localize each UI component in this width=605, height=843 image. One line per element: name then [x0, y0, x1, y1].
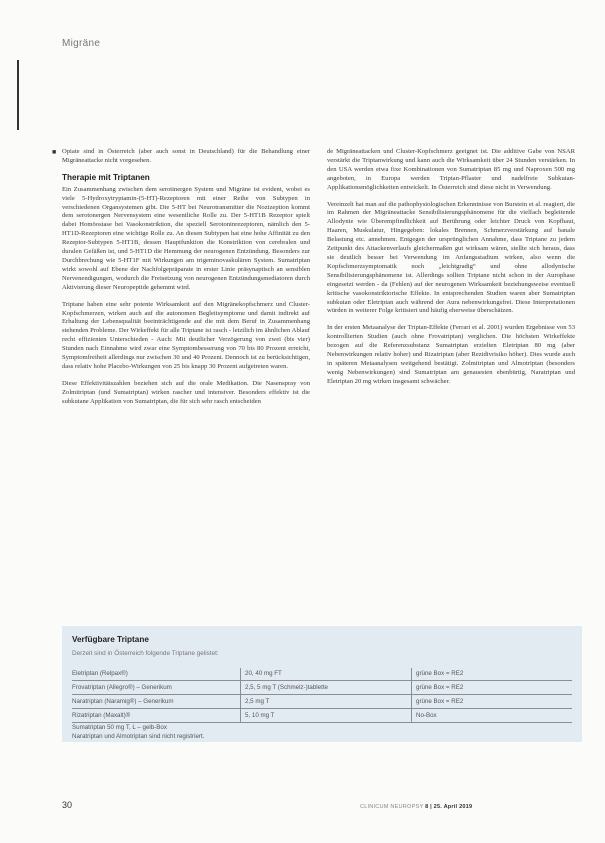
drug-box: grüne Box = RE2 [416, 698, 464, 705]
column-divider [240, 668, 241, 722]
section-label: Migräne [62, 38, 101, 49]
column-divider [411, 668, 412, 722]
divider [72, 722, 572, 723]
drug-name: Rizatriptan (Maxalt)® [72, 712, 131, 719]
drug-box: grüne Box = RE2 [416, 670, 464, 677]
right-paragraph-3: In der ersten Metaanalyse der Triptan-Effekte (Ferrari et al. 2001) wurden Ergebnisse von 53 kontrollierten Studien (auch ohne Frovatriptan) verglichen. Die höchsten Wirkeffekte bezogen auf die Referenzsubstanz Sumatriptan erzielten Eletriptan 80 mg (aber Nebenwirkungen relativ hoher) und Rizatriptan (aber Rezidivrisiko höher). Dies wurde auch in späteren Metaanalysen weitgehend bestätigt. Zolmitriptan und Almotriptan (besonders wenig Nebenwirkungen) sind Sumatriptan am genauesten ebenbürtig, Naratriptan und Eletriptan 20 mg wirken insgesamt schwächer. [327, 324, 575, 385]
drug-dose: 5, 10 mg T [245, 712, 275, 719]
bullet-icon: ■ [52, 148, 57, 156]
table-row [62, 696, 582, 708]
divider [72, 708, 572, 709]
table-row [62, 710, 582, 722]
left-paragraph-3: Diese Effektivitätszahlen beziehen sich auf die orale Medikation. Die Nasenspray von Zolmitriptan (und Sumatriptan) wirken rascher und intensiver. Besonders effektiv ist die subkutane Applikation von Sumatriptan, die für sich sehr rasch entscheiden [62, 379, 310, 405]
journal-name: CLINICUM NEUROPSY [360, 804, 424, 810]
drug-box: No-Box [416, 712, 437, 719]
left-column [52, 148, 310, 415]
right-column [327, 148, 575, 395]
table-row [62, 682, 582, 694]
subheading: Therapie mit Triptanen [62, 172, 150, 182]
page-number: 30 [62, 800, 73, 810]
box-footnote-2: Naratriptan und Almotriptan sind nicht registriert. [72, 733, 205, 740]
left-paragraph-1: Ein Zusammenhang zwischen dem serotinergen System und Migräne ist evident, wobei es viele 5-Hydroxytryptamin-(5-HT)-Rezeptoren mit einer Reihe von Subtypen in verschiedenen Organsystemen gibt. Die 5-HT bei Neurotransmitter die Nozizeption kommt dem serotonergen Nervensystem eine wesentliche Rolle zu. Der 5-HT1B Rezeptor spielt dabei Homöostase bei Vasokonstriktion, die speziell Serotoninrezeptoren, nämlich den 5-HT1D-Rezeptoren eine wichtige Rolle zu. An diesen Subtypen hat eine hohe Affinität zu den Rezeptor-Subtypen 5-HT1B, dessen Hauptfunktion die Konstriktion von cerebralen und duralen Gefäßen ist, und 5-HT1D die Hemmung der neurogenen Entzündung. Besonders zur Durchbrechung wie 5-HT1F mit Wirkungen am trigeminovaskulären System. Sumatriptan wirkt sowohl auf Ebene der Nachfolgepräparate in erster Linie präsynaptisch an sensiblen Nervenendigungen, wodurch die Freisetzung von neurogenen Entzündungsmediatoren durch Aktivierung dieser Neuropeptide gehemmt wird. [62, 185, 310, 291]
box-intro: Derzeit sind in Österreich folgende Triptane gelistet: [72, 650, 219, 657]
journal-footer [360, 804, 472, 810]
journal-issue: 8 | 25. April 2019 [425, 804, 473, 810]
box-footnote-1: Sumatriptan 50 mg T, L – gelb-Box [72, 724, 167, 731]
drug-name: Naratriptan (Naramig®) – Generikum [72, 698, 174, 705]
drug-dose: 2,5, 5 mg T (Schmelz-)tablette [245, 684, 328, 691]
right-paragraph-2: Vereinzelt hat man auf die pathophysiologischen Erkenntnisse von Burstein et al. reagiert, die im Rahmen der Migräneattacke Sensibilisierungsphänomene für die vielfach begleitende Allodynie wie Überempfindlichkeit auf Berührung oder leichter Druck von Kopfhaut, Haaren, Muskulatur, Hingegeben: lokales Brennen, Schmerzverstärkung auf banale Belastung etc. annehmen. Entgegen der ursprünglichen Annahme, dass Triptane zu jedem Zeitpunkt des Attackenverlaufs gleichermaßen gut wirksam wären, stellte sich heraus, dass sie deutlich besser bei Verwendung im Anfangsstadium wirken, also wenn die Kopfschmerzsymptomatik noch „leichtgradig“ und ohne allodynische Sensibilisierungsphänomene ist. Allerdings sollten Triptane nicht schon in der Aurophase eingesetzt werden - da (Fehlen) auf der neurogenen Wirksamkeit beziehungsweise eventuell kritische vasokonstriktorische Effekte. In entsprechenden Studien waren aber Sumatriptan subkutan oder Eletriptan auch während der Aura nebenwirkungsfrei. Diese Interpretationen würden in weiterer Folge kritisiert und häufig eherweise überschätzen. [327, 200, 575, 315]
drug-dose: 2,5 mg T [245, 698, 270, 705]
bullet-paragraph [52, 148, 310, 166]
divider [72, 680, 572, 681]
drug-name: Frovatriptan (Allegro®) – Generikum [72, 684, 172, 691]
drug-box: grüne Box = RE2 [416, 684, 464, 691]
bullet-text: Opiate sind in Österreich (aber auch sonst in Deutschland) für die Behandlung einer Migräneattacke nicht vorgesehen. [62, 148, 310, 164]
table-row [62, 668, 582, 680]
left-paragraph-2: Triptane haben eine sehr potente Wirksamkeit auf den Migränekopfschmerz und Cluster-Kopfschmerzen, wirken auch auf die autonomen Begleitsymptome und damit indirekt auf Erhaltung der Lebensqualität beeinträchtigende auf die mit dem Beruf in Zusammenhang stehenden Probleme. Der Wirkeffekt für alle Triptane ist rasch - letztlich im ähnlichen Ablauf recht effizienten Unterschieden - Auch: Mit deutlicher Verzögerung von zwei (bis vier) Stunden nach Einnahme wird zwar eine Symptombesserung von 70 bis 80 Prozent erreicht, Symptomfreiheit allerdings nur zwischen 30 und 40 Prozent. Dennoch ist zu berücksichtigen, dass relativ hohe Placebo-Wirkungen von 25 bis knapp 30 Prozent aufgetreten waren. [62, 300, 310, 370]
drug-dose: 20, 40 mg FT [245, 670, 282, 677]
box-title: Verfügbare Triptane [72, 635, 149, 644]
drug-name: Eletriptan (Relpax®) [72, 670, 128, 677]
divider [72, 694, 572, 695]
right-paragraph-1: de Migräneattacken und Cluster-Kopfschmerz geeignet ist. Die additive Gabe von NSAR verstärkt die Triptanwirkung und kann auch die Wirksamkeit über 24 Stunden verstärken. In den USA werden etwa fixe Kombinationen von Sumatriptan 85 mg und Naproxen 500 mg angeboten, in Europa werden Triptan-Pflaster und nadelfreie Subkutan-Applikationsmöglichkeiten entwickelt. In Österreich sind diese nicht in Verwendung. [327, 148, 575, 191]
left-margin-rule [17, 60, 19, 130]
triptan-info-box [62, 626, 582, 742]
